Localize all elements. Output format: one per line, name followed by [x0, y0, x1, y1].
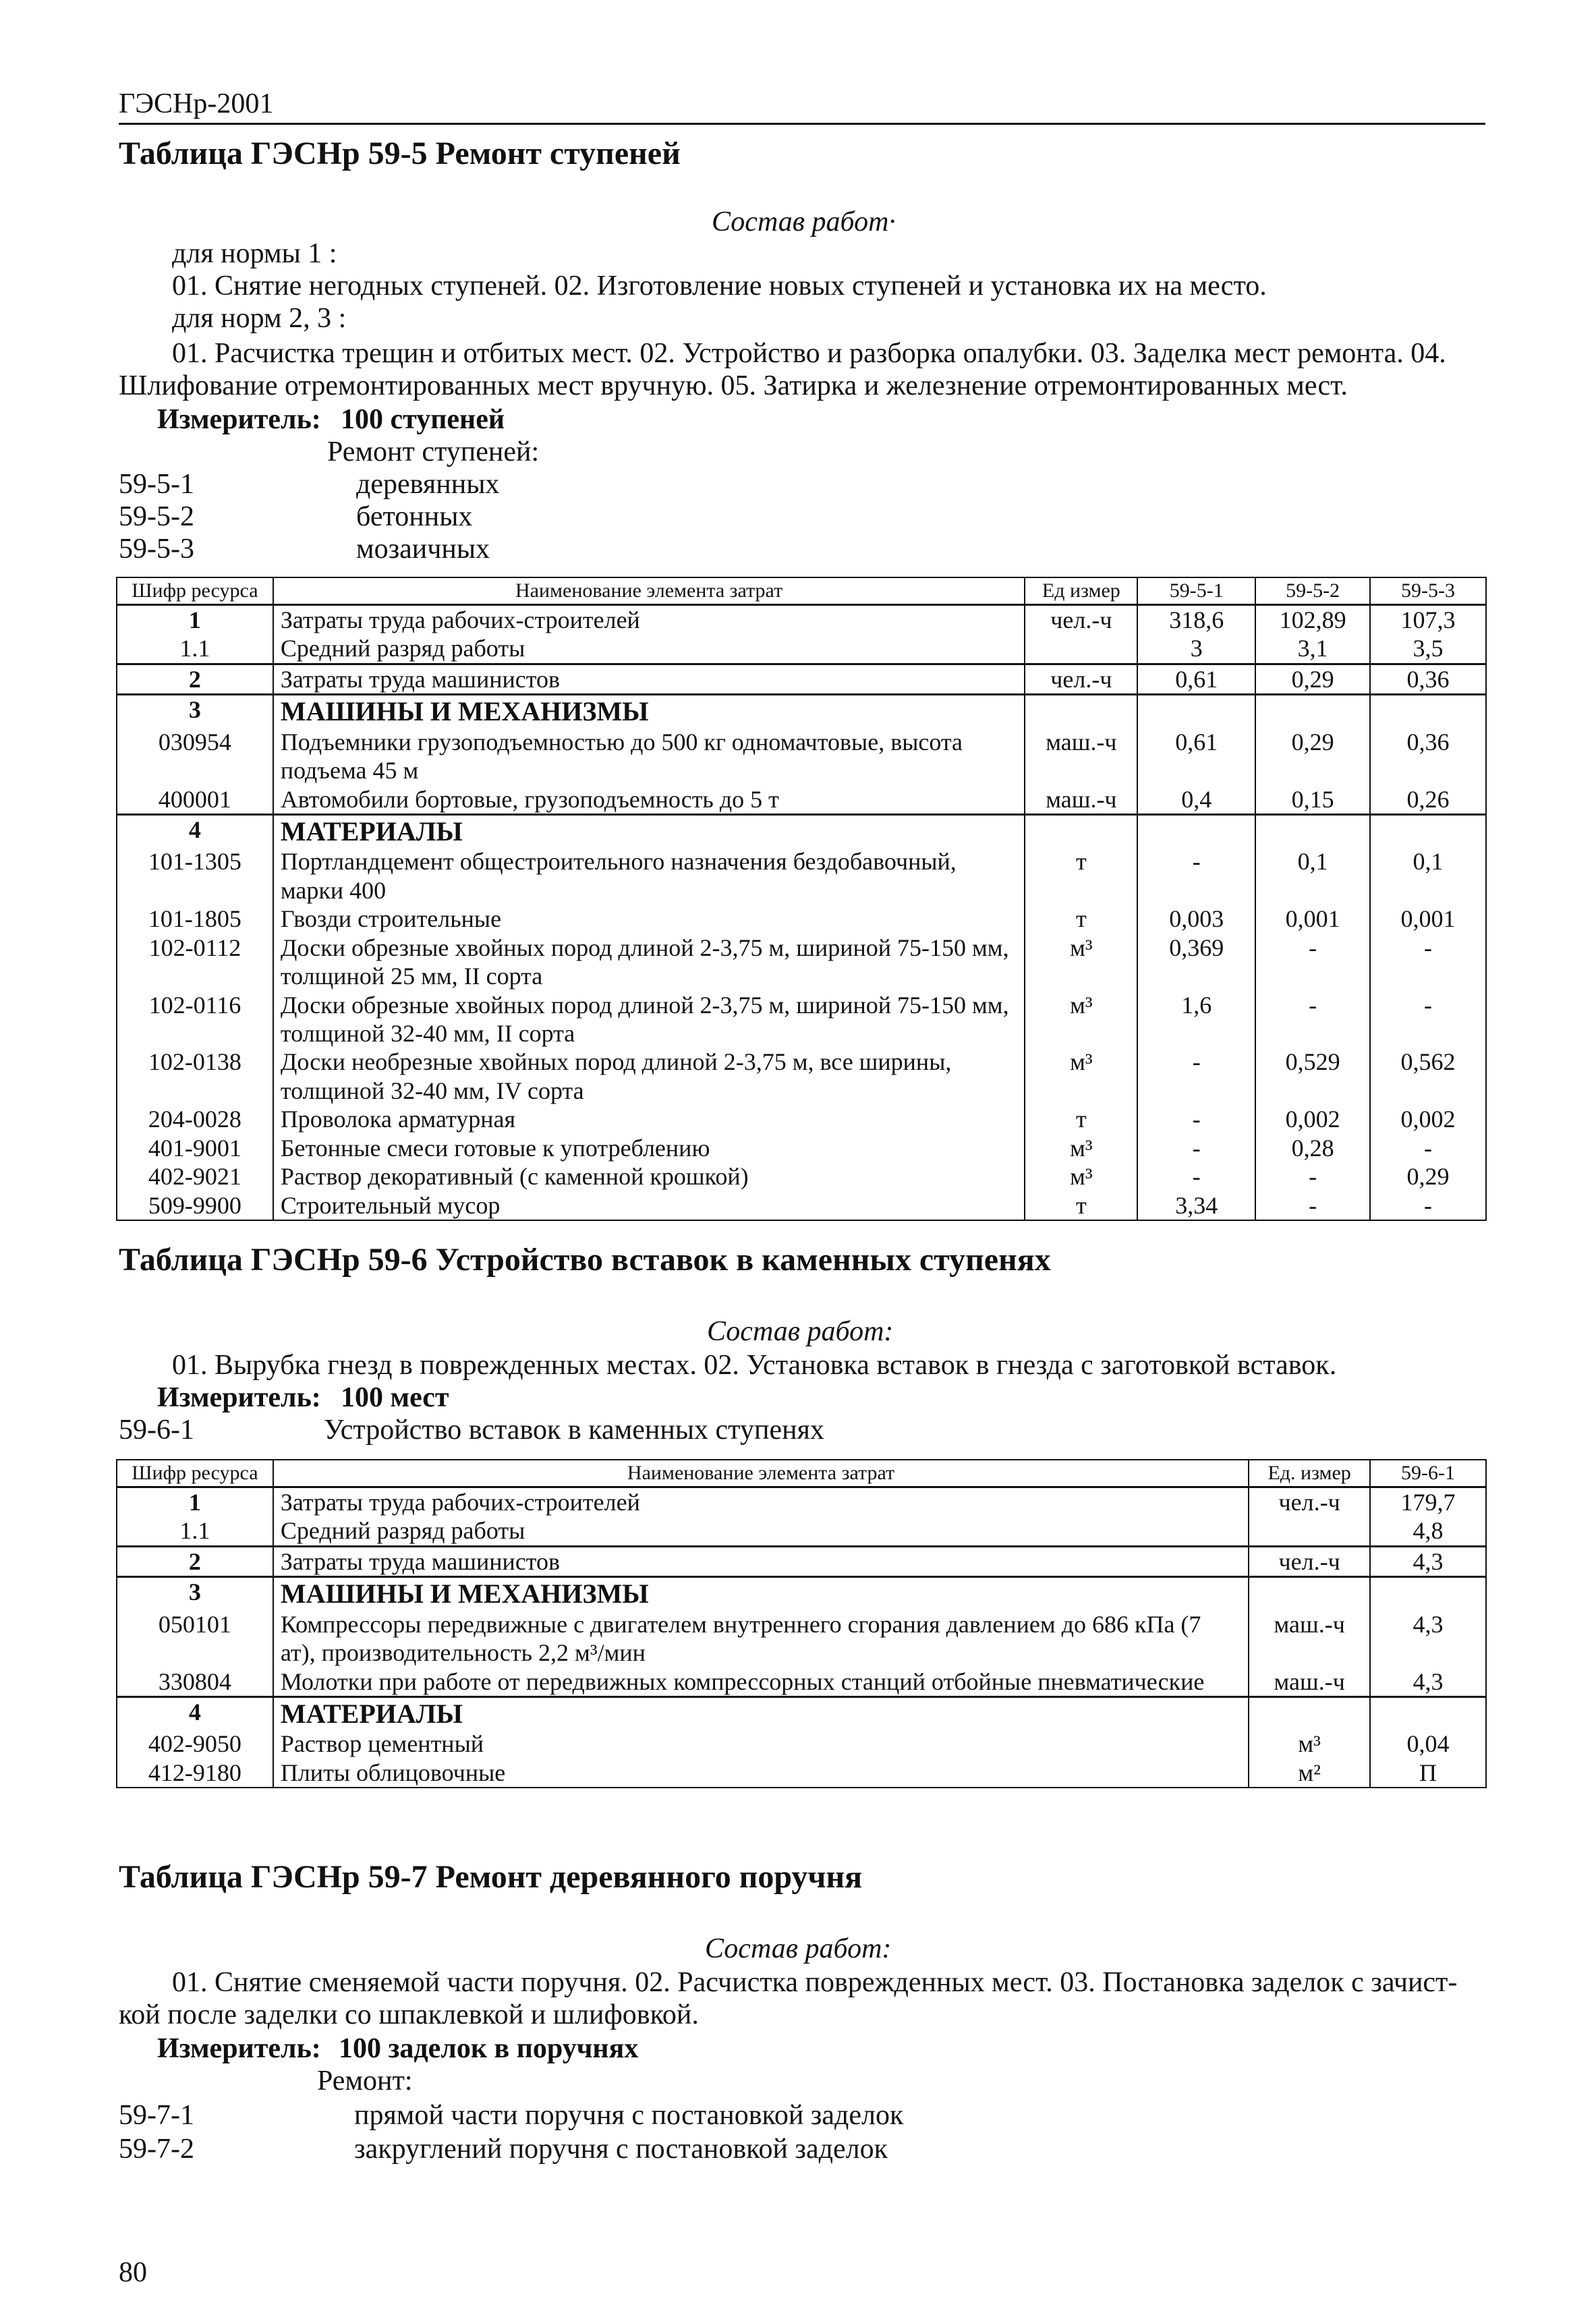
- repair-heading: Ремонт ступеней:: [327, 436, 540, 467]
- table-row: [117, 1048, 1486, 1105]
- value-cell: -: [1255, 934, 1370, 991]
- table-row: [117, 605, 1486, 635]
- cost-element-cell: Раствор декоративный (с каменной крошкой): [273, 1162, 1025, 1191]
- table-row: [117, 1577, 1486, 1610]
- value-cell: 0,36: [1370, 664, 1486, 694]
- meter-value: 100 ступеней: [341, 404, 505, 435]
- table-row: [117, 815, 1486, 848]
- meter-label: Измеритель:: [157, 2033, 321, 2064]
- value-cell: 0,61: [1137, 664, 1255, 694]
- unit-cell: т: [1025, 1191, 1137, 1220]
- value-cell: 4,3: [1370, 1546, 1486, 1576]
- value-cell: 0,562: [1370, 1048, 1486, 1105]
- resource-code-cell: 101-1805: [117, 905, 273, 933]
- column-header: Шифр ресурса: [117, 577, 273, 605]
- value-cell: -: [1255, 991, 1370, 1048]
- value-cell: 0,529: [1255, 1048, 1370, 1105]
- meter-label: Измеритель:: [157, 404, 321, 435]
- column-header: 59-5-3: [1370, 577, 1486, 605]
- value-cell: 0,36: [1370, 728, 1486, 785]
- value-cell: -: [1137, 847, 1255, 905]
- cost-element-cell: МАШИНЫ И МЕХАНИЗМЫ: [273, 1577, 1249, 1610]
- unit-cell: чел.-ч: [1249, 1487, 1370, 1517]
- value-cell: 4,3: [1370, 1610, 1486, 1667]
- item-code: 59-7-1: [119, 2100, 194, 2131]
- resource-code-cell: 2: [117, 1546, 273, 1576]
- norm23-label: для норм 2, 3 :: [172, 303, 347, 334]
- unit-cell: м³: [1025, 991, 1137, 1048]
- column-header: Шифр ресурса: [117, 1460, 273, 1487]
- cost-element-cell: Раствор цементный: [273, 1730, 1249, 1758]
- cost-element-cell: Затраты труда машинистов: [273, 664, 1025, 694]
- value-cell: 102,89: [1255, 605, 1370, 635]
- resource-code-cell: 509-9900: [117, 1191, 273, 1220]
- table-row: [117, 785, 1486, 815]
- header-rule: [119, 123, 1485, 125]
- unit-cell: т: [1025, 905, 1137, 933]
- page-number: 80: [119, 2257, 147, 2288]
- value-cell: 1,6: [1137, 991, 1255, 1048]
- table-row: [117, 1667, 1486, 1697]
- unit-cell: т: [1025, 1105, 1137, 1133]
- value-cell: 0,001: [1255, 905, 1370, 933]
- unit-cell: м³: [1025, 1134, 1137, 1162]
- meter-value: 100 мест: [341, 1382, 449, 1413]
- table-row: [117, 1191, 1486, 1220]
- value-cell: 0,26: [1370, 785, 1486, 815]
- table-row: [117, 634, 1486, 664]
- resource-code-cell: 030954: [117, 728, 273, 785]
- resource-table-59-5: [116, 577, 1487, 1221]
- item-label: Устройство вставок в каменных ступенях: [324, 1415, 824, 1446]
- resource-code-cell: 3: [117, 1577, 273, 1610]
- value-cell: -: [1370, 934, 1486, 991]
- value-cell: 0,29: [1255, 728, 1370, 785]
- value-cell: 0,61: [1137, 728, 1255, 785]
- value-cell: 179,7: [1370, 1487, 1486, 1517]
- unit-cell: т: [1025, 847, 1137, 905]
- cost-element-cell: Затраты труда рабочих-строителей: [273, 1487, 1249, 1517]
- work-composition-heading: Состав работ·: [712, 206, 896, 237]
- unit-cell: чел.-ч: [1025, 664, 1137, 694]
- unit-cell: маш.-ч: [1249, 1667, 1370, 1697]
- table-row: [117, 1697, 1486, 1730]
- item-label: мозаичных: [356, 534, 490, 565]
- value-cell: -: [1370, 991, 1486, 1048]
- item-code: 59-6-1: [119, 1415, 194, 1446]
- unit-cell: маш.-ч: [1025, 785, 1137, 815]
- table-row: [117, 1759, 1486, 1788]
- table-title-59-5: Таблица ГЭСНр 59-5 Ремонт ступеней: [119, 136, 681, 171]
- cost-element-cell: Подъемники грузоподъемностью до 500 кг одномачтовые, высота подъема 45 м: [273, 728, 1025, 785]
- cost-element-cell: Автомобили бортовые, грузоподъемность до 5 т: [273, 785, 1025, 815]
- work-composition-heading: Состав работ:: [707, 1316, 894, 1347]
- resource-code-cell: 4: [117, 1697, 273, 1730]
- resource-code-cell: 3: [117, 695, 273, 728]
- resource-code-cell: 412-9180: [117, 1759, 273, 1788]
- value-cell: 0,4: [1137, 785, 1255, 815]
- table-title-59-7: Таблица ГЭСНр 59-7 Ремонт деревянного поручня: [119, 1859, 863, 1895]
- repair-heading: Ремонт:: [317, 2065, 413, 2096]
- value-cell: 0,001: [1370, 905, 1486, 933]
- value-cell: 3: [1137, 634, 1255, 664]
- resource-code-cell: 102-0116: [117, 991, 273, 1048]
- table-row: [117, 1162, 1486, 1191]
- unit-cell: м³: [1025, 1048, 1137, 1105]
- resource-code-cell: 1: [117, 605, 273, 635]
- table-row: [117, 847, 1486, 905]
- unit-cell: чел.-ч: [1025, 605, 1137, 635]
- work-text-1: 01. Снятие сменяемой части поручня. 02. Расчистка поврежденных мест. 03. Постановка заделок с зачист-: [172, 1967, 1458, 1998]
- cost-element-cell: Портландцемент общестроительного назначения бездобавочный, марки 400: [273, 847, 1025, 905]
- value-cell: -: [1137, 1048, 1255, 1105]
- resource-code-cell: 1.1: [117, 1516, 273, 1546]
- value-cell: [1137, 695, 1255, 728]
- unit-cell: м²: [1249, 1759, 1370, 1788]
- table-row: [117, 1516, 1486, 1546]
- unit-cell: [1025, 695, 1137, 728]
- cost-element-cell: Средний разряд работы: [273, 634, 1025, 664]
- value-cell: -: [1370, 1134, 1486, 1162]
- resource-code-cell: 1: [117, 1487, 273, 1517]
- table-title-59-6: Таблица ГЭСНр 59-6 Устройство вставок в каменных ступенях: [119, 1242, 1051, 1278]
- cost-element-cell: МАШИНЫ И МЕХАНИЗМЫ: [273, 695, 1025, 728]
- norm1-label: для нормы 1 :: [172, 238, 337, 269]
- value-cell: П: [1370, 1759, 1486, 1788]
- resource-code-cell: 102-0112: [117, 934, 273, 991]
- value-cell: 0,28: [1255, 1134, 1370, 1162]
- value-cell: 4,8: [1370, 1516, 1486, 1546]
- work-composition-heading: Состав работ:: [705, 1933, 892, 1964]
- resource-code-cell: 330804: [117, 1667, 273, 1697]
- value-cell: 0,29: [1255, 664, 1370, 694]
- cost-element-cell: Затраты труда машинистов: [273, 1546, 1249, 1576]
- unit-cell: маш.-ч: [1249, 1610, 1370, 1667]
- cost-element-cell: Компрессоры передвижные с двигателем внутреннего сгорания давлением до 686 кПа (7 ат), производительность 2,2 м³/мин: [273, 1610, 1249, 1667]
- cost-element-cell: Доски обрезные хвойных пород длиной 2-3,75 м, шириной 75-150 мм, толщиной 25 мм, II сорта: [273, 934, 1025, 991]
- value-cell: -: [1255, 1191, 1370, 1220]
- cost-element-cell: Гвозди строительные: [273, 905, 1025, 933]
- item-label: прямой части поручня с постановкой заделок: [354, 2100, 904, 2131]
- unit-cell: [1249, 1697, 1370, 1730]
- meter-value: 100 заделок в поручнях: [339, 2033, 639, 2064]
- table-row: [117, 905, 1486, 933]
- resource-code-cell: 102-0138: [117, 1048, 273, 1105]
- resource-code-cell: 050101: [117, 1610, 273, 1667]
- norm1-text: 01. Снятие негодных ступеней. 02. Изготовление новых ступеней и установка их на место.: [172, 270, 1267, 302]
- resource-code-cell: 204-0028: [117, 1105, 273, 1133]
- value-cell: [1370, 695, 1486, 728]
- norm23-text-2: Шлифование отремонтированных мест вручную. 05. Затирка и железнение отремонтированных мест.: [119, 370, 1348, 401]
- value-cell: -: [1137, 1105, 1255, 1133]
- table-row: [117, 695, 1486, 728]
- column-header: Наименование элемента затрат: [273, 577, 1025, 605]
- column-header: 59-6-1: [1370, 1460, 1486, 1487]
- resource-code-cell: 101-1305: [117, 847, 273, 905]
- table-header-row: [117, 1460, 1486, 1487]
- cost-element-cell: Строительный мусор: [273, 1191, 1025, 1220]
- column-header: Ед. измер: [1249, 1460, 1370, 1487]
- resource-code-cell: 402-9021: [117, 1162, 273, 1191]
- table-row: [117, 1487, 1486, 1517]
- value-cell: -: [1255, 1162, 1370, 1191]
- resource-code-cell: 400001: [117, 785, 273, 815]
- meter-label: Измеритель:: [157, 1382, 321, 1413]
- table-header-row: [117, 577, 1486, 605]
- item-label: деревянных: [356, 469, 500, 500]
- value-cell: 0,002: [1370, 1105, 1486, 1133]
- cost-element-cell: Проволока арматурная: [273, 1105, 1025, 1133]
- table-row: [117, 664, 1486, 694]
- value-cell: [1255, 815, 1370, 848]
- unit-cell: м³: [1025, 1162, 1137, 1191]
- cost-element-cell: Затраты труда рабочих-строителей: [273, 605, 1025, 635]
- work-text: 01. Вырубка гнезд в поврежденных местах. 02. Установка вставок в гнезда с заготовкой вставок.: [172, 1350, 1337, 1381]
- value-cell: 0,1: [1370, 847, 1486, 905]
- resource-code-cell: 4: [117, 815, 273, 848]
- value-cell: 0,04: [1370, 1730, 1486, 1758]
- value-cell: -: [1137, 1162, 1255, 1191]
- cost-element-cell: Молотки при работе от передвижных компрессорных станций отбойные пневматические: [273, 1667, 1249, 1697]
- unit-cell: маш.-ч: [1025, 728, 1137, 785]
- value-cell: 0,003: [1137, 905, 1255, 933]
- table-row: [117, 991, 1486, 1048]
- table-row: [117, 728, 1486, 785]
- value-cell: 3,5: [1370, 634, 1486, 664]
- table-row: [117, 1134, 1486, 1162]
- cost-element-cell: Доски обрезные хвойных пород длиной 2-3,75 м, шириной 75-150 мм, толщиной 32-40 мм, II сорта: [273, 991, 1025, 1048]
- unit-cell: [1025, 634, 1137, 664]
- column-header: 59-5-2: [1255, 577, 1370, 605]
- value-cell: -: [1370, 1191, 1486, 1220]
- value-cell: 0,15: [1255, 785, 1370, 815]
- unit-cell: чел.-ч: [1249, 1546, 1370, 1576]
- table-row: [117, 1546, 1486, 1576]
- value-cell: 3,34: [1137, 1191, 1255, 1220]
- unit-cell: [1249, 1516, 1370, 1546]
- value-cell: [1370, 1697, 1486, 1730]
- cost-element-cell: Плиты облицовочные: [273, 1759, 1249, 1788]
- resource-code-cell: 1.1: [117, 634, 273, 664]
- cost-element-cell: МАТЕРИАЛЫ: [273, 1697, 1249, 1730]
- resource-code-cell: 401-9001: [117, 1134, 273, 1162]
- unit-cell: м³: [1249, 1730, 1370, 1758]
- item-label: бетонных: [356, 501, 473, 532]
- value-cell: -: [1137, 1134, 1255, 1162]
- column-header: Ед измер: [1025, 577, 1137, 605]
- item-code: 59-5-3: [119, 534, 194, 565]
- table-row: [117, 934, 1486, 991]
- norm23-text-1: 01. Расчистка трещин и отбитых мест. 02. Устройство и разборка опалубки. 03. Заделка мест ремонта. 04.: [172, 338, 1446, 369]
- item-code: 59-5-2: [119, 501, 194, 532]
- item-code: 59-5-1: [119, 469, 194, 500]
- resource-code-cell: 2: [117, 664, 273, 694]
- value-cell: [1137, 815, 1255, 848]
- item-label: закруглений поручня с постановкой заделок: [354, 2134, 888, 2165]
- cost-element-cell: Бетонные смеси готовые к употреблению: [273, 1134, 1025, 1162]
- value-cell: 0,29: [1370, 1162, 1486, 1191]
- cost-element-cell: Доски необрезные хвойных пород длиной 2-3,75 м, все ширины, толщиной 32-40 мм, IV сорта: [273, 1048, 1025, 1105]
- value-cell: [1255, 695, 1370, 728]
- value-cell: [1370, 1577, 1486, 1610]
- unit-cell: м³: [1025, 934, 1137, 991]
- value-cell: [1370, 815, 1486, 848]
- document-id: ГЭСНр-2001: [119, 88, 274, 119]
- unit-cell: [1025, 815, 1137, 848]
- value-cell: 0,369: [1137, 934, 1255, 991]
- item-code: 59-7-2: [119, 2134, 194, 2165]
- cost-element-cell: Средний разряд работы: [273, 1516, 1249, 1546]
- value-cell: 4,3: [1370, 1667, 1486, 1697]
- value-cell: 318,6: [1137, 605, 1255, 635]
- column-header: 59-5-1: [1137, 577, 1255, 605]
- work-text-2: кой после заделки со шпаклевкой и шлифовкой.: [119, 1999, 699, 2030]
- table-row: [117, 1730, 1486, 1758]
- value-cell: 3,1: [1255, 634, 1370, 664]
- resource-table-59-6: [116, 1459, 1487, 1788]
- table-row: [117, 1610, 1486, 1667]
- value-cell: 0,002: [1255, 1105, 1370, 1133]
- column-header: Наименование элемента затрат: [273, 1460, 1249, 1487]
- value-cell: 107,3: [1370, 605, 1486, 635]
- cost-element-cell: МАТЕРИАЛЫ: [273, 815, 1025, 848]
- unit-cell: [1249, 1577, 1370, 1610]
- value-cell: 0,1: [1255, 847, 1370, 905]
- table-row: [117, 1105, 1486, 1133]
- resource-code-cell: 402-9050: [117, 1730, 273, 1758]
